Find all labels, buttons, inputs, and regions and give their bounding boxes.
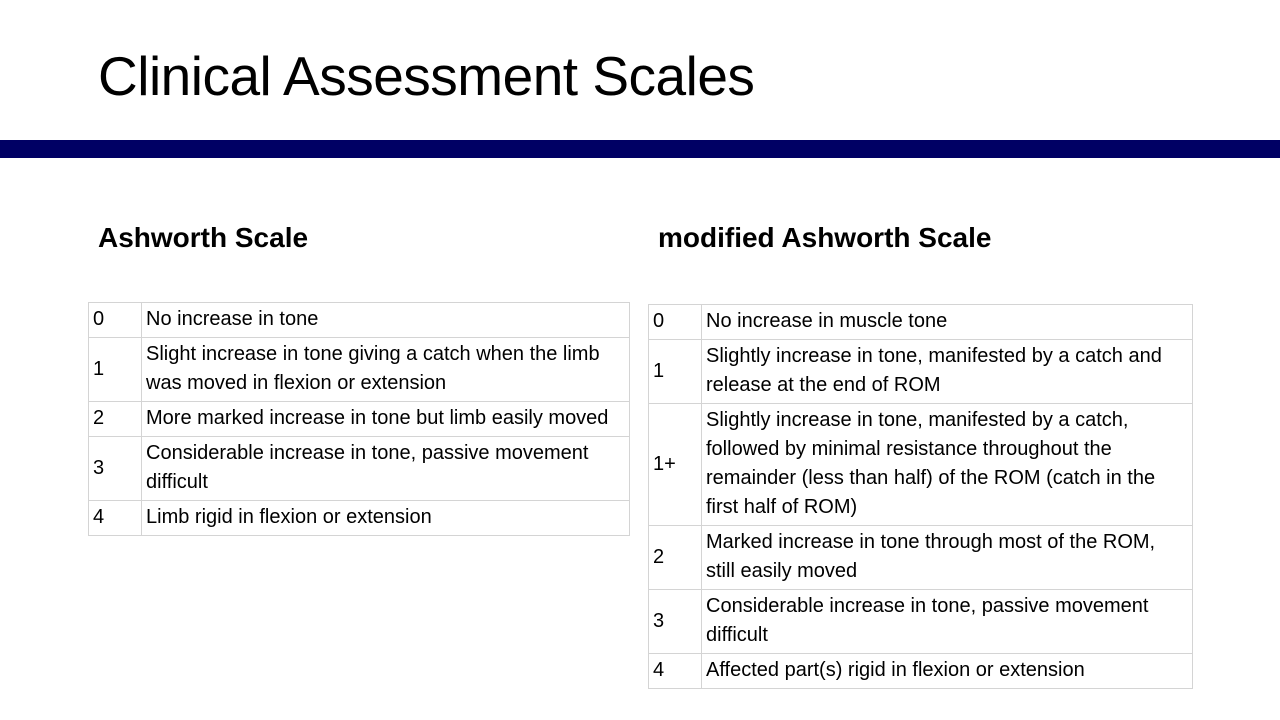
description-cell: Limb rigid in flexion or extension <box>142 501 630 536</box>
ashworth-heading: Ashworth Scale <box>98 222 309 253</box>
description-cell: Slightly increase in tone, manifested by a catch and release at the end of ROM <box>702 340 1193 404</box>
table-row <box>89 402 630 437</box>
score-cell: 2 <box>89 402 142 437</box>
score-cell: 1 <box>89 338 142 402</box>
score-cell: 3 <box>649 590 702 654</box>
table-row <box>89 437 630 501</box>
description-cell: Considerable increase in tone, passive movement difficult <box>142 437 630 501</box>
table-row <box>89 501 630 536</box>
score-cell: 1+ <box>649 404 702 526</box>
table-row <box>649 526 1193 590</box>
table-row <box>649 305 1193 340</box>
slide-title: Clinical Assessment Scales <box>98 45 755 107</box>
score-cell: 4 <box>649 654 702 689</box>
title-divider-bar <box>0 140 1280 158</box>
table-row <box>649 340 1193 404</box>
table-row <box>649 404 1193 526</box>
score-cell: 0 <box>649 305 702 340</box>
score-cell: 3 <box>89 437 142 501</box>
table-row <box>649 590 1193 654</box>
description-cell: Slight increase in tone giving a catch when the limb was moved in flexion or extension <box>142 338 630 402</box>
modified-ashworth-table <box>648 304 1193 689</box>
description-cell: Considerable increase in tone, passive movement difficult <box>702 590 1193 654</box>
table-row <box>89 338 630 402</box>
score-cell: 1 <box>649 340 702 404</box>
description-cell: More marked increase in tone but limb easily moved <box>142 402 630 437</box>
description-cell: No increase in muscle tone <box>702 305 1193 340</box>
ashworth-table <box>88 302 630 536</box>
table-row <box>649 654 1193 689</box>
description-cell: Marked increase in tone through most of the ROM, still easily moved <box>702 526 1193 590</box>
description-cell: No increase in tone <box>142 303 630 338</box>
description-cell: Affected part(s) rigid in flexion or extension <box>702 654 1193 689</box>
score-cell: 0 <box>89 303 142 338</box>
description-cell: Slightly increase in tone, manifested by a catch, followed by minimal resistance throughout the remainder (less than half) of the ROM (catch in the first half of ROM) <box>702 404 1193 526</box>
score-cell: 2 <box>649 526 702 590</box>
modified-ashworth-heading: modified Ashworth Scale <box>658 222 992 253</box>
table-row <box>89 303 630 338</box>
score-cell: 4 <box>89 501 142 536</box>
